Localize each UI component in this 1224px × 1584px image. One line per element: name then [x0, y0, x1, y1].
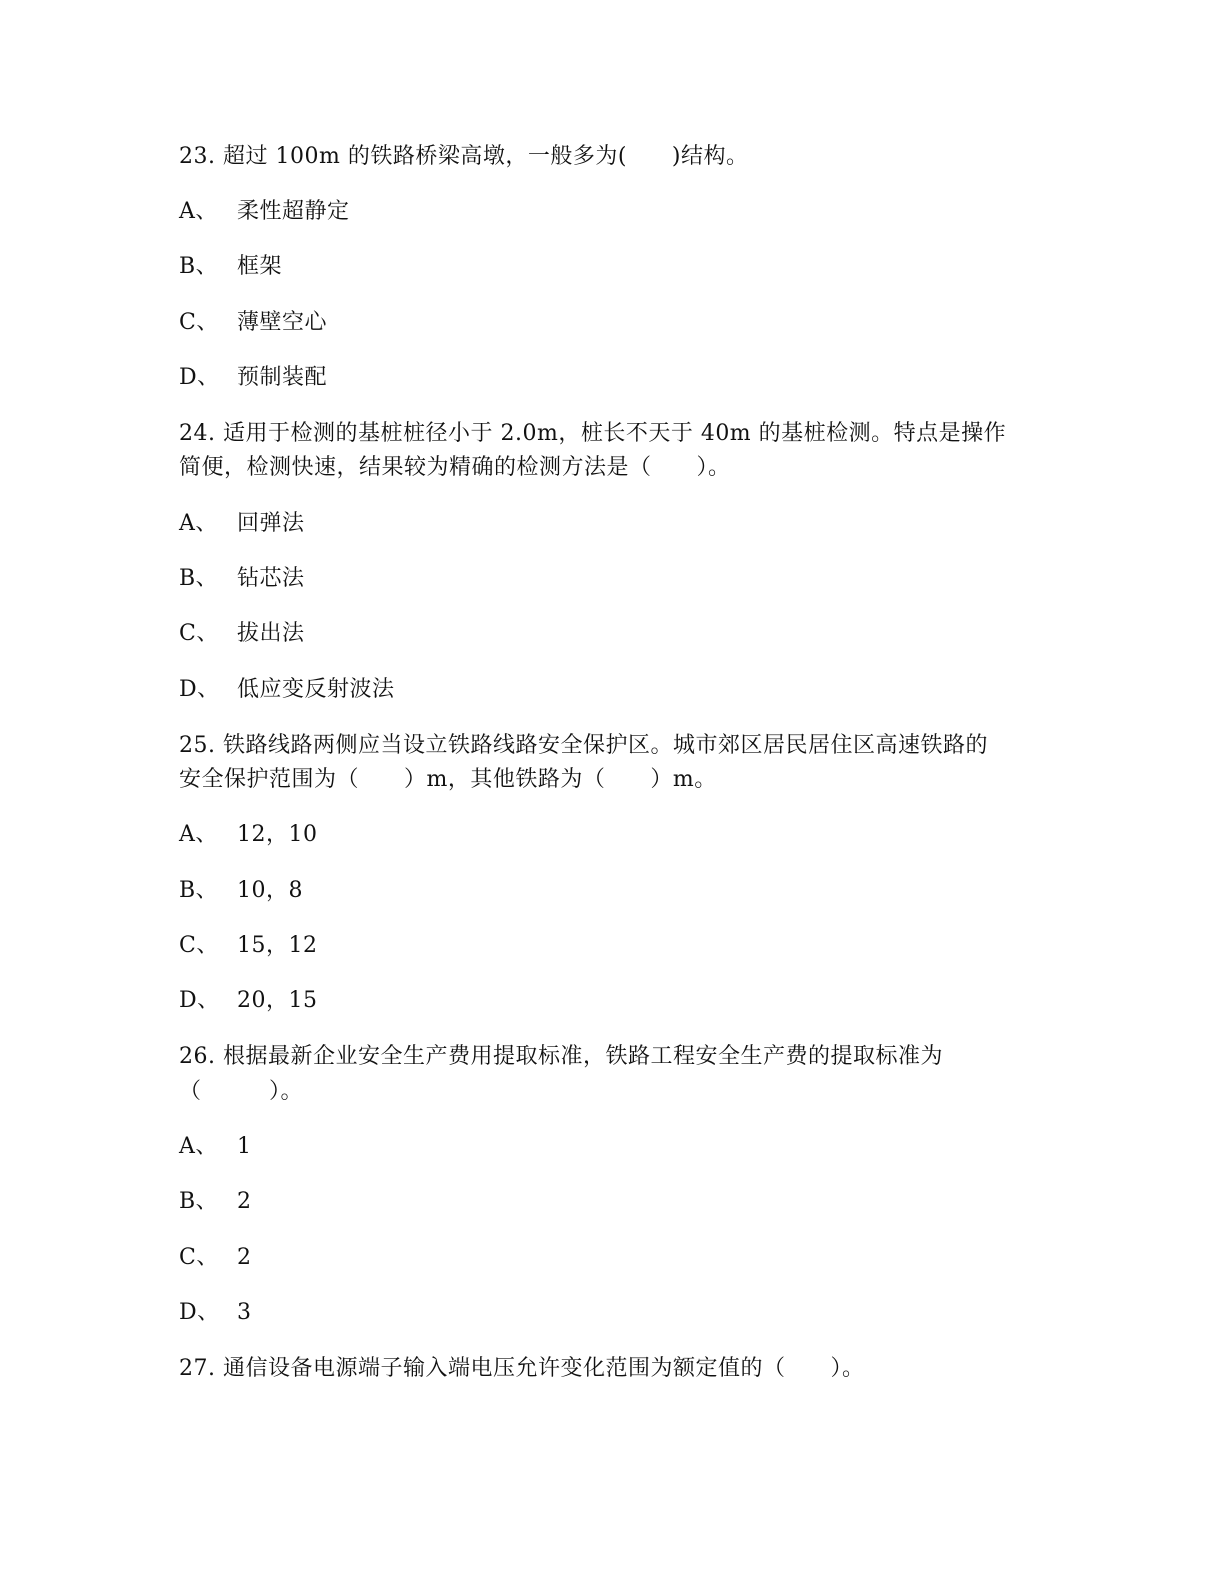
option-letter: A、 [179, 511, 218, 536]
option-letter: B、 [179, 566, 219, 591]
question-25-stem-line-2: 安全保护范围为（ ）m，其他铁路为（ ）m。 [179, 767, 717, 792]
question-24-option-d [179, 675, 395, 705]
option-text: 薄壁空心 [237, 310, 328, 335]
option-letter: C、 [179, 310, 219, 335]
option-text: 回弹法 [237, 511, 305, 536]
option-letter: D、 [179, 365, 220, 390]
question-26-stem-line-2: （ ）。 [179, 1079, 304, 1104]
question-27-stem: 27. 通信设备电源端子输入端电压允许变化范围为额定值的（ ）。 [179, 1356, 865, 1381]
question-23-option-d [179, 363, 327, 393]
option-text: 15，12 [237, 933, 318, 958]
option-text: 20，15 [237, 988, 318, 1013]
option-letter: A、 [179, 199, 218, 224]
option-text: 2 [237, 1189, 252, 1214]
question-26-option-b [179, 1187, 252, 1217]
option-letter: C、 [179, 1245, 219, 1270]
option-text: 12，10 [237, 822, 318, 847]
option-letter: C、 [179, 621, 219, 646]
option-text: 3 [237, 1300, 252, 1325]
question-24-stem-line-1: 24. 适用于检测的基桩桩径小于 2.0m，桩长不天于 40m 的基桩检测。特点是操作 [179, 421, 1007, 446]
option-letter: B、 [179, 1189, 219, 1214]
option-letter: C、 [179, 933, 219, 958]
question-26-option-d [179, 1298, 252, 1328]
option-text: 2 [237, 1245, 252, 1270]
option-text: 低应变反射波法 [237, 677, 395, 702]
question-23-stem: 23. 超过 100m 的铁路桥梁高墩，一般多为( )结构。 [179, 144, 749, 169]
option-text: 框架 [237, 254, 283, 279]
option-letter: D、 [179, 677, 220, 702]
option-text: 预制装配 [237, 365, 328, 390]
option-letter: D、 [179, 1300, 220, 1325]
question-25-stem-line-1: 25. 铁路线路两侧应当设立铁路线路安全保护区。城市郊区居民居住区高速铁路的 [179, 733, 988, 758]
option-letter: B、 [179, 254, 219, 279]
option-text: 1 [237, 1134, 252, 1159]
question-24-option-b [179, 564, 305, 594]
option-letter: A、 [179, 1134, 218, 1159]
question-24-stem-line-2: 简便，检测快速，结果较为精确的检测方法是（ ）。 [179, 455, 731, 480]
question-26-option-c [179, 1243, 252, 1273]
question-23-option-b [179, 252, 282, 282]
question-26-option-a [179, 1132, 252, 1162]
option-text: 钻芯法 [237, 566, 305, 591]
option-text: 10，8 [237, 878, 303, 903]
option-letter: B、 [179, 878, 219, 903]
option-text: 柔性超静定 [237, 199, 350, 224]
question-24-option-c [179, 619, 305, 649]
question-23-option-c [179, 308, 327, 338]
option-letter: D、 [179, 988, 220, 1013]
question-25-option-a [179, 820, 318, 850]
question-24-option-a [179, 509, 305, 539]
question-25-option-b [179, 876, 303, 906]
question-25-option-c [179, 931, 318, 961]
question-23-option-a [179, 197, 350, 227]
question-25-option-d [179, 986, 318, 1016]
option-letter: A、 [179, 822, 218, 847]
option-text: 拔出法 [237, 621, 305, 646]
question-26-stem-line-1: 26. 根据最新企业安全生产费用提取标准，铁路工程安全生产费的提取标准为 [179, 1044, 943, 1069]
